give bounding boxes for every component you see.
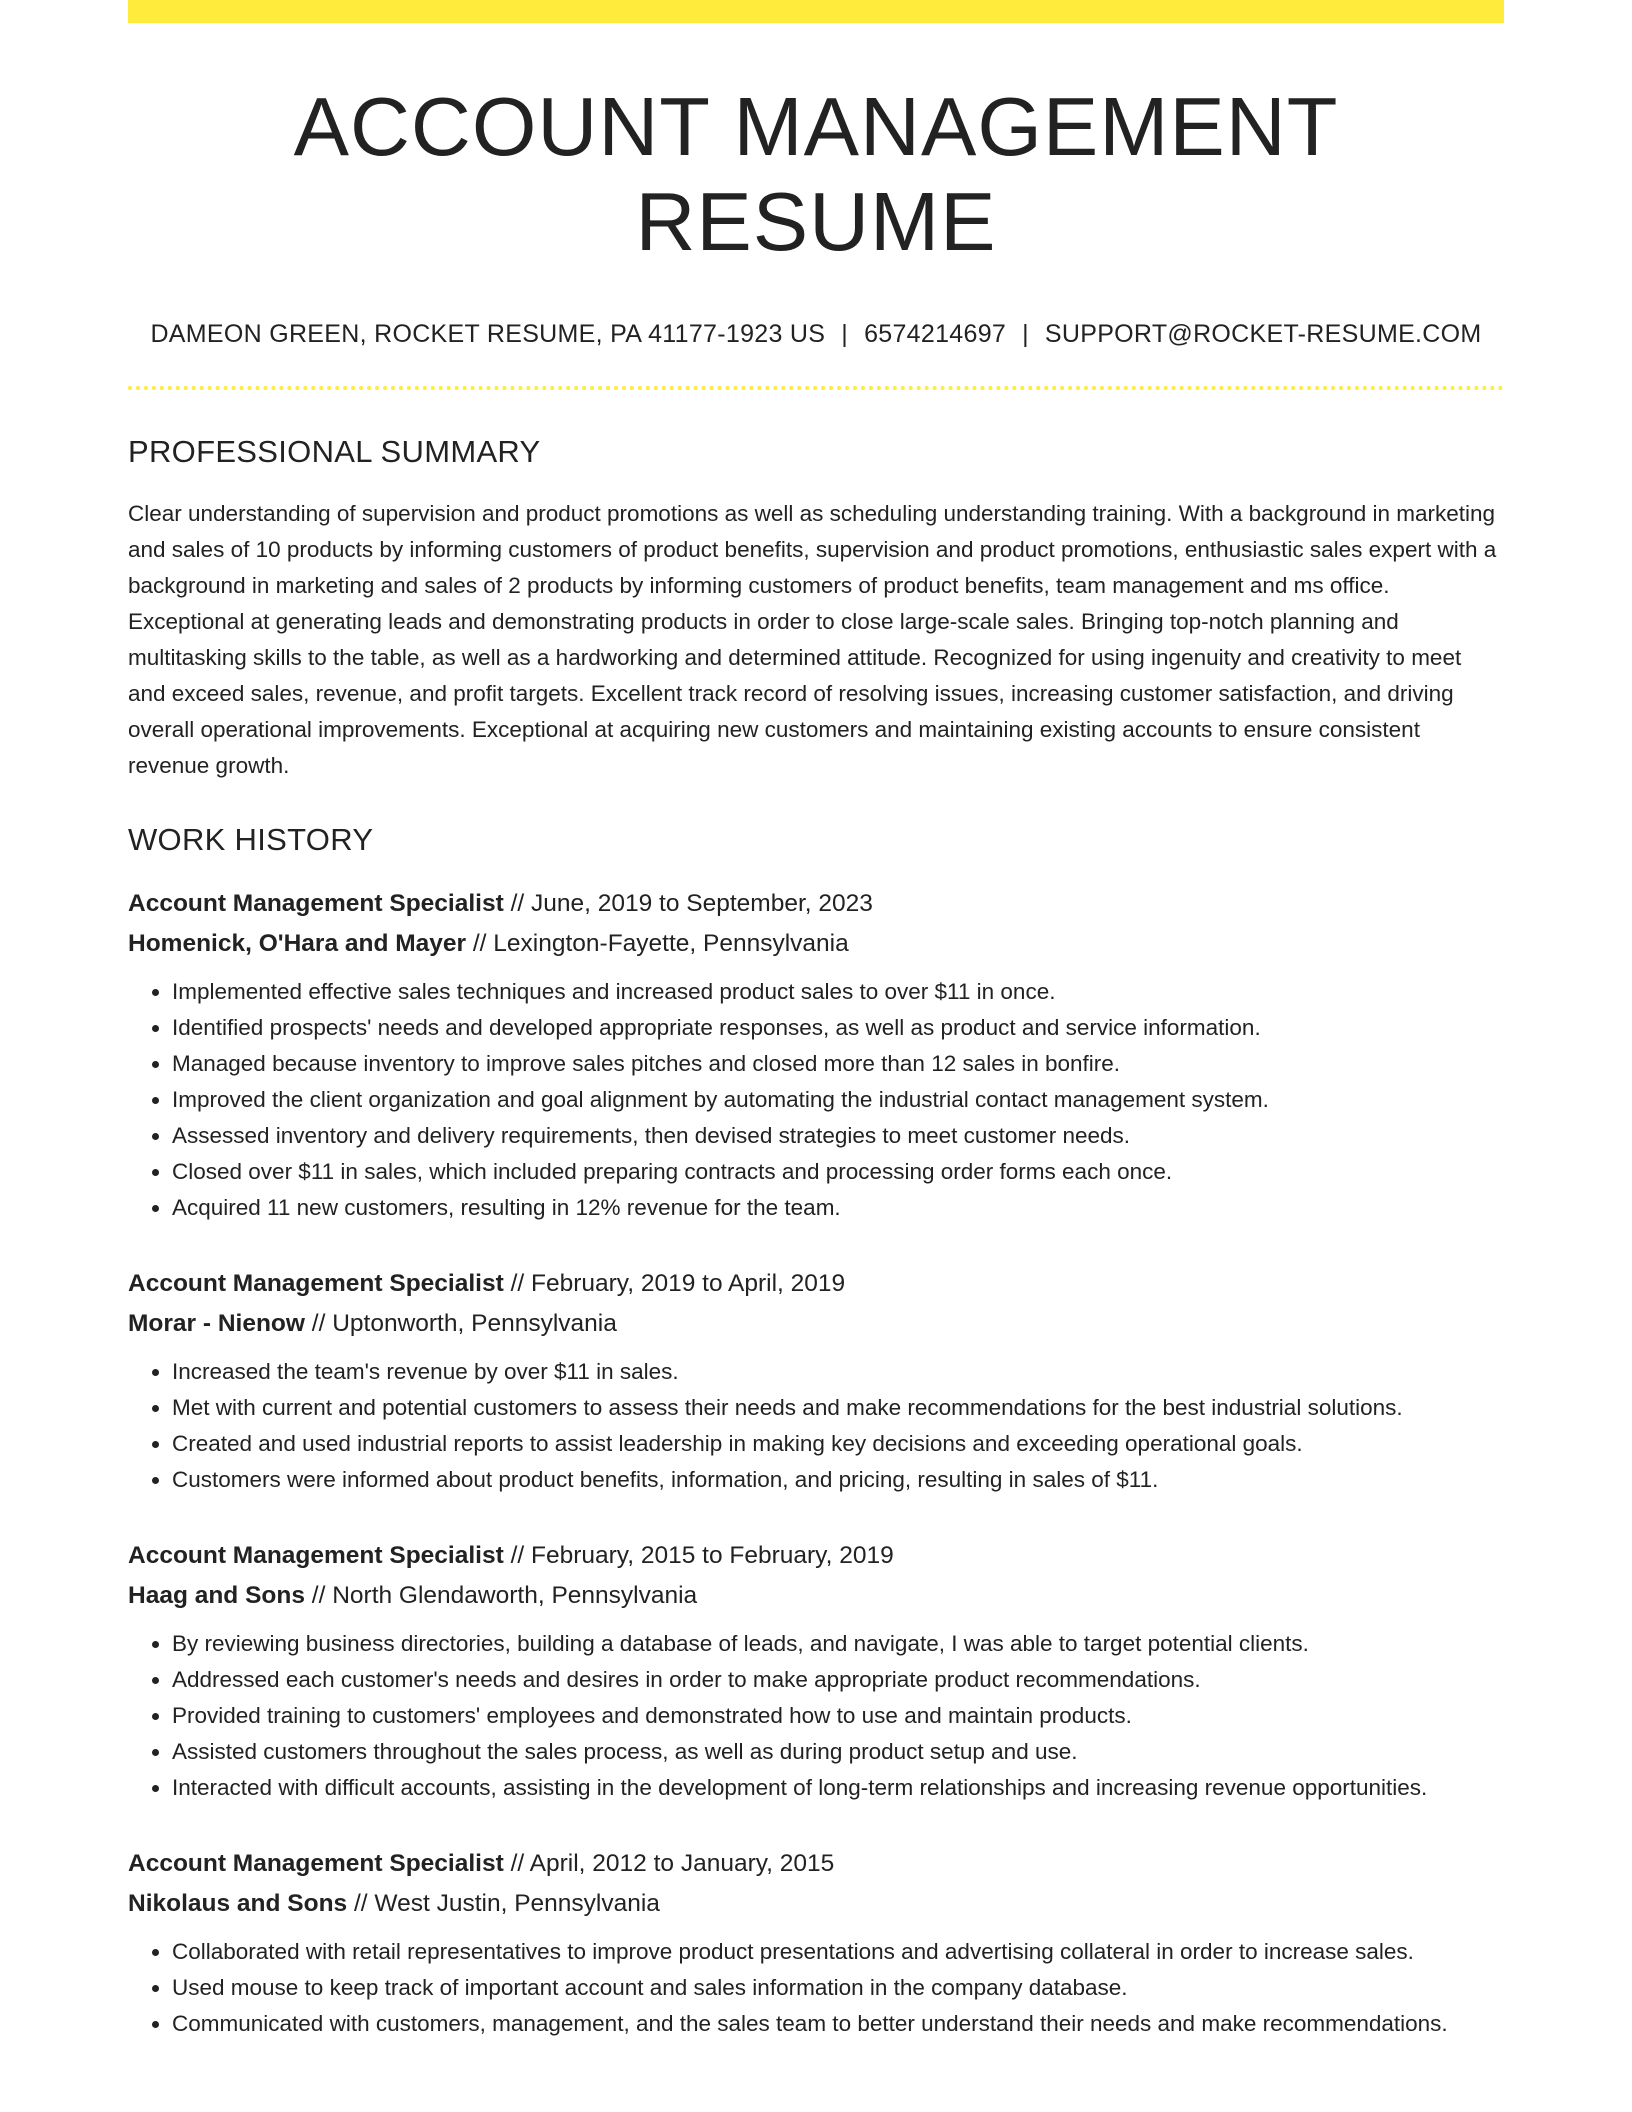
job-company: Morar - Nienow: [128, 1309, 305, 1337]
job-entry: [128, 1844, 1504, 2042]
job-company: Homenick, O'Hara and Mayer: [128, 929, 467, 957]
job-location: // West Justin, Pennsylvania: [347, 1889, 660, 1917]
job-location: // Lexington-Fayette, Pennsylvania: [466, 929, 849, 957]
job-title-line: [128, 1536, 1504, 1576]
bullet-item: • Acquired 11 new customers, resulting in 12% revenue for the team.: [172, 1190, 1504, 1226]
bullet-item: • Met with current and potential customers to assess their needs and make recommendations for the best industrial solutions.: [172, 1390, 1504, 1426]
contact-separator: |: [1022, 319, 1029, 348]
contact-email: SUPPORT@ROCKET-RESUME.COM: [1044, 319, 1482, 348]
resume-page: [128, 0, 1504, 2042]
job-bullets: [128, 1626, 1504, 1806]
job-company: Haag and Sons: [128, 1581, 305, 1609]
job-company-line: [128, 1304, 1504, 1344]
job-title: Account Management Specialist: [128, 1269, 504, 1297]
job-title-line: [128, 884, 1504, 924]
summary-text: Clear understanding of supervision and product promotions as well as scheduling understanding training. With a background in marketing and sales of 10 products by informing customers of product benefits, supervision and product promotions, enthusiastic sales expert with a background in marketing and sales of 2 products by informing customers of product benefits, team management and ms office. Exceptional at generating leads and demonstrating products in order to close large-scale sales. Bringing top-notch planning and multitasking skills to the table, as well as a hardworking and determined attitude. Recognized for using ingenuity and creativity to meet and exceed sales, revenue, and profit targets. Excellent track record of resolving issues, increasing customer satisfaction, and driving overall operational improvements. Exceptional at acquiring new customers and maintaining existing accounts to ensure consistent revenue growth.: [128, 500, 1497, 778]
job-dates: // June, 2019 to September, 2023: [503, 889, 873, 917]
bullet-item: • Collaborated with retail representatives to improve product presentations and advertising collateral in order to increase sales.: [172, 1934, 1504, 1970]
bullet-item: • Increased the team's revenue by over $11 in sales.: [172, 1354, 1504, 1390]
work-history-heading: WORK HISTORY: [128, 821, 374, 857]
job-entry: [128, 884, 1504, 1226]
contact-phone: 6574214697: [864, 319, 1007, 348]
dotted-divider: [128, 386, 1504, 390]
job-location: // North Glendaworth, Pennsylvania: [304, 1581, 698, 1609]
bullet-item: • Addressed each customer's needs and desires in order to make appropriate product recommendations.: [172, 1662, 1504, 1698]
bullet-item: • Closed over $11 in sales, which included preparing contracts and processing order forms each once.: [172, 1154, 1504, 1190]
job-dates: // February, 2019 to April, 2019: [503, 1269, 846, 1297]
job-company-line: [128, 924, 1504, 964]
job-company: Nikolaus and Sons: [128, 1889, 348, 1917]
bullet-item: • Interacted with difficult accounts, assisting in the development of long-term relationships and increasing revenue opportunities.: [172, 1770, 1504, 1806]
bullet-item: • Created and used industrial reports to assist leadership in making key decisions and exceeding operational goals.: [172, 1426, 1504, 1462]
bullet-item: • Identified prospects' needs and developed appropriate responses, as well as product and service information.: [172, 1010, 1504, 1046]
job-company-line: [128, 1576, 1504, 1616]
job-title: Account Management Specialist: [128, 1849, 504, 1877]
job-dates: // February, 2015 to February, 2019: [503, 1541, 894, 1569]
bullet-item: • Assessed inventory and delivery requirements, then devised strategies to meet customer needs.: [172, 1118, 1504, 1154]
job-entry: [128, 1536, 1504, 1806]
job-bullets: [128, 1934, 1504, 2042]
bullet-item: • Used mouse to keep track of important account and sales information in the company database.: [172, 1970, 1504, 2006]
top-accent-bar: [128, 0, 1504, 23]
job-dates: // April, 2012 to January, 2015: [503, 1849, 835, 1877]
job-title: Account Management Specialist: [128, 889, 504, 917]
bullet-item: • Provided training to customers' employees and demonstrated how to use and maintain products.: [172, 1698, 1504, 1734]
job-title-line: [128, 1264, 1504, 1304]
bullet-item: • Managed because inventory to improve sales pitches and closed more than 12 sales in bonfire.: [172, 1046, 1504, 1082]
bullet-item: • By reviewing business directories, building a database of leads, and navigate, I was able to target potential clients.: [172, 1626, 1504, 1662]
contact-line: [128, 320, 1504, 349]
job-bullets: [128, 1354, 1504, 1498]
job-title: Account Management Specialist: [128, 1541, 504, 1569]
contact-separator: |: [841, 319, 849, 348]
bullet-item: • Improved the client organization and goal alignment by automating the industrial contact management system.: [172, 1082, 1504, 1118]
bullet-item: • Assisted customers throughout the sales process, as well as during product setup and use.: [172, 1734, 1504, 1770]
job-company-line: [128, 1884, 1504, 1924]
resume-title: ACCOUNT MANAGEMENT RESUME: [293, 80, 1339, 269]
summary-heading: PROFESSIONAL SUMMARY: [128, 433, 541, 469]
job-title-line: [128, 1844, 1504, 1884]
bullet-item: • Implemented effective sales techniques and increased product sales to over $11 in once.: [172, 974, 1504, 1010]
job-entry: [128, 1264, 1504, 1498]
bullet-item: • Customers were informed about product benefits, information, and pricing, resulting in sales of $11.: [172, 1462, 1504, 1498]
bullet-item: • Communicated with customers, management, and the sales team to better understand their needs and make recommendations.: [172, 2006, 1504, 2042]
job-location: // Uptonworth, Pennsylvania: [304, 1309, 617, 1337]
job-bullets: [128, 974, 1504, 1226]
contact-address: DAMEON GREEN, ROCKET RESUME, PA 41177-1923 US: [150, 319, 826, 348]
